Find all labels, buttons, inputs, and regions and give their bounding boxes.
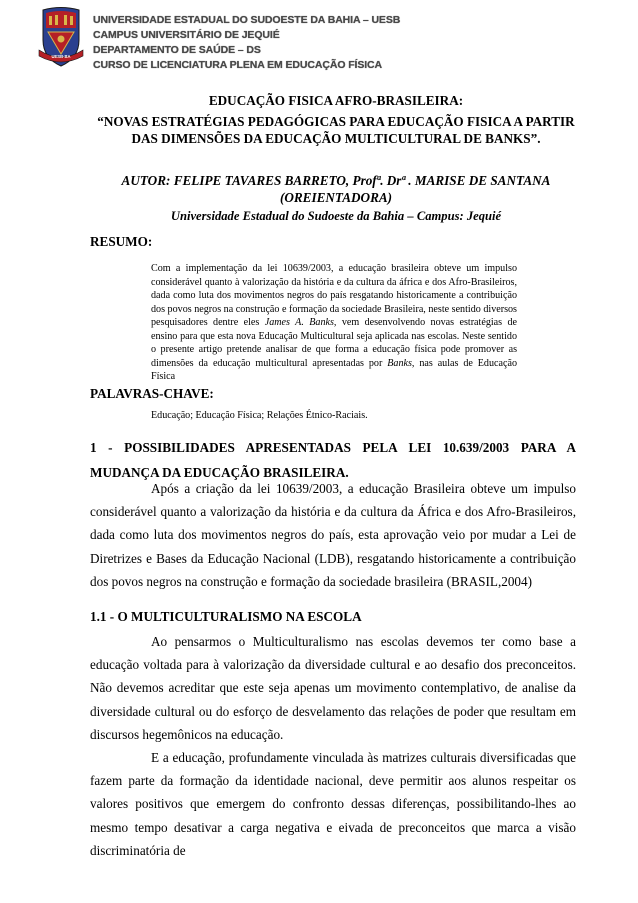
section-1-1-paragraph-2: E a educação, profundamente vinculada às matrizes culturais diversificadas que fazem parte da formação da identidade nacional, deve permitir aos alunos respeitar os valores positivos que emergem do confronto dessas diferenças, possibilitando-lhes ao mesmo tempo desativar a carga negativa e eivada de preconceitos que marca a visão discriminatória de [90,750,576,858]
authors [96,172,576,206]
advisor-role: (OREIENTADORA) [279,190,393,205]
svg-text:UESB·BA: UESB·BA [51,54,71,59]
abstract-part: , nas aulas de Educação Física [151,357,517,382]
document-title: EDUCAÇÃO FISICA AFRO-BRASILEIRA: [208,93,464,108]
section-1-1-paragraph-1: Ao pensarmos o Multiculturalismo nas escolas devemos ter como base a educação voltada para à valorização da diversidade cultural e ao desafio dos preconceitos. Não devemos acreditar que este seja apenas um movimento contemplativo, de analise da diversidade cultural ou do esforço de desvelamento das relações de poder que resultam em discursos hegemônicos na educação. [90,634,576,742]
institution-header [93,13,613,73]
section-1-1-heading: 1.1 - O MULTICULTURALISMO NA ESCOLA [90,609,362,624]
section-1-paragraph: Após a criação da lei 10639/2003, a educação Brasileira obteve um impulso considerável quanto a valorização da história e da cultura da África e dos Afro-Brasileiros, dada como luta dos movimentos negros do país, esta aprovação veio por mudar a Lei de Diretrizes e Bases da Educação Nacional (LDB), resgatando historicamente a contribuição dos povos negros na construção e formação da sociedade brasileira (BRASIL,2004) [90,481,576,589]
keywords-text: Educação; Educação Física; Relações Étnico-Raciais. [151,410,368,421]
abstract-part: Com a implementação da lei 10639/2003, a educação brasileira obteve um impulso considerável quanto à valorização da história e da cultura da áfrica e dos Afro-Brasileiros, dada como luta dos movimentos negros do país resgatando historicamente a contribuição dos povos negros na construção e formação da sociedade Brasileira, neste sentido diversos pesquisadores dentre eles [151,263,517,328]
subtitle-line: “NOVAS ESTRATÉGIAS PEDAGÓGICAS PARA EDUCAÇÃO FISICA A PARTIR [97,114,575,129]
document-subtitle [86,113,586,147]
department-name: DEPARTAMENTO DE SAÚDE – DS [93,44,261,56]
abstract-italic-author: James A. Banks, [264,317,337,328]
resumo-heading: RESUMO: [90,234,153,249]
authors-line: AUTOR: FELIPE TAVARES BARRETO, Profª. Drª . MARISE DE SANTANA [121,173,551,188]
affiliation: Universidade Estadual do Sudoeste da Bahia – Campus: Jequié [170,209,502,223]
course-name: CURSO DE LICENCIATURA PLENA EM EDUCAÇÃO FÍSICA [93,59,383,71]
abstract-part: vem desenvolvendo novas estratégias de ensino para que esta nova Educação Multicultural seja aplicada nas escolas. Neste sentido o presente artigo pretende analisar de que forma a educação física pode promover as dimensões da educação multicultural apresentadas por [151,317,517,369]
section-1-heading: 1 - POSSIBILIDADES APRESENTADAS PELA LEI 10.639/2003 PARA A MUDANÇA DA EDUCAÇÃO BRASILEIRA. [90,440,576,480]
institution-name: UNIVERSIDADE ESTADUAL DO SUDOESTE DA BAHIA – UESB [93,14,401,26]
campus-name: CAMPUS UNIVERSITÁRIO DE JEQUIÉ [93,29,280,41]
keywords-heading: PALAVRAS-CHAVE: [90,386,214,401]
abstract-italic-banks: Banks [387,357,412,369]
abstract-text [151,262,517,384]
university-crest-logo [37,6,85,68]
subtitle-line: DAS DIMENSÕES DA EDUCAÇÃO MULTICULTURAL DE BANKS”. [131,131,541,146]
